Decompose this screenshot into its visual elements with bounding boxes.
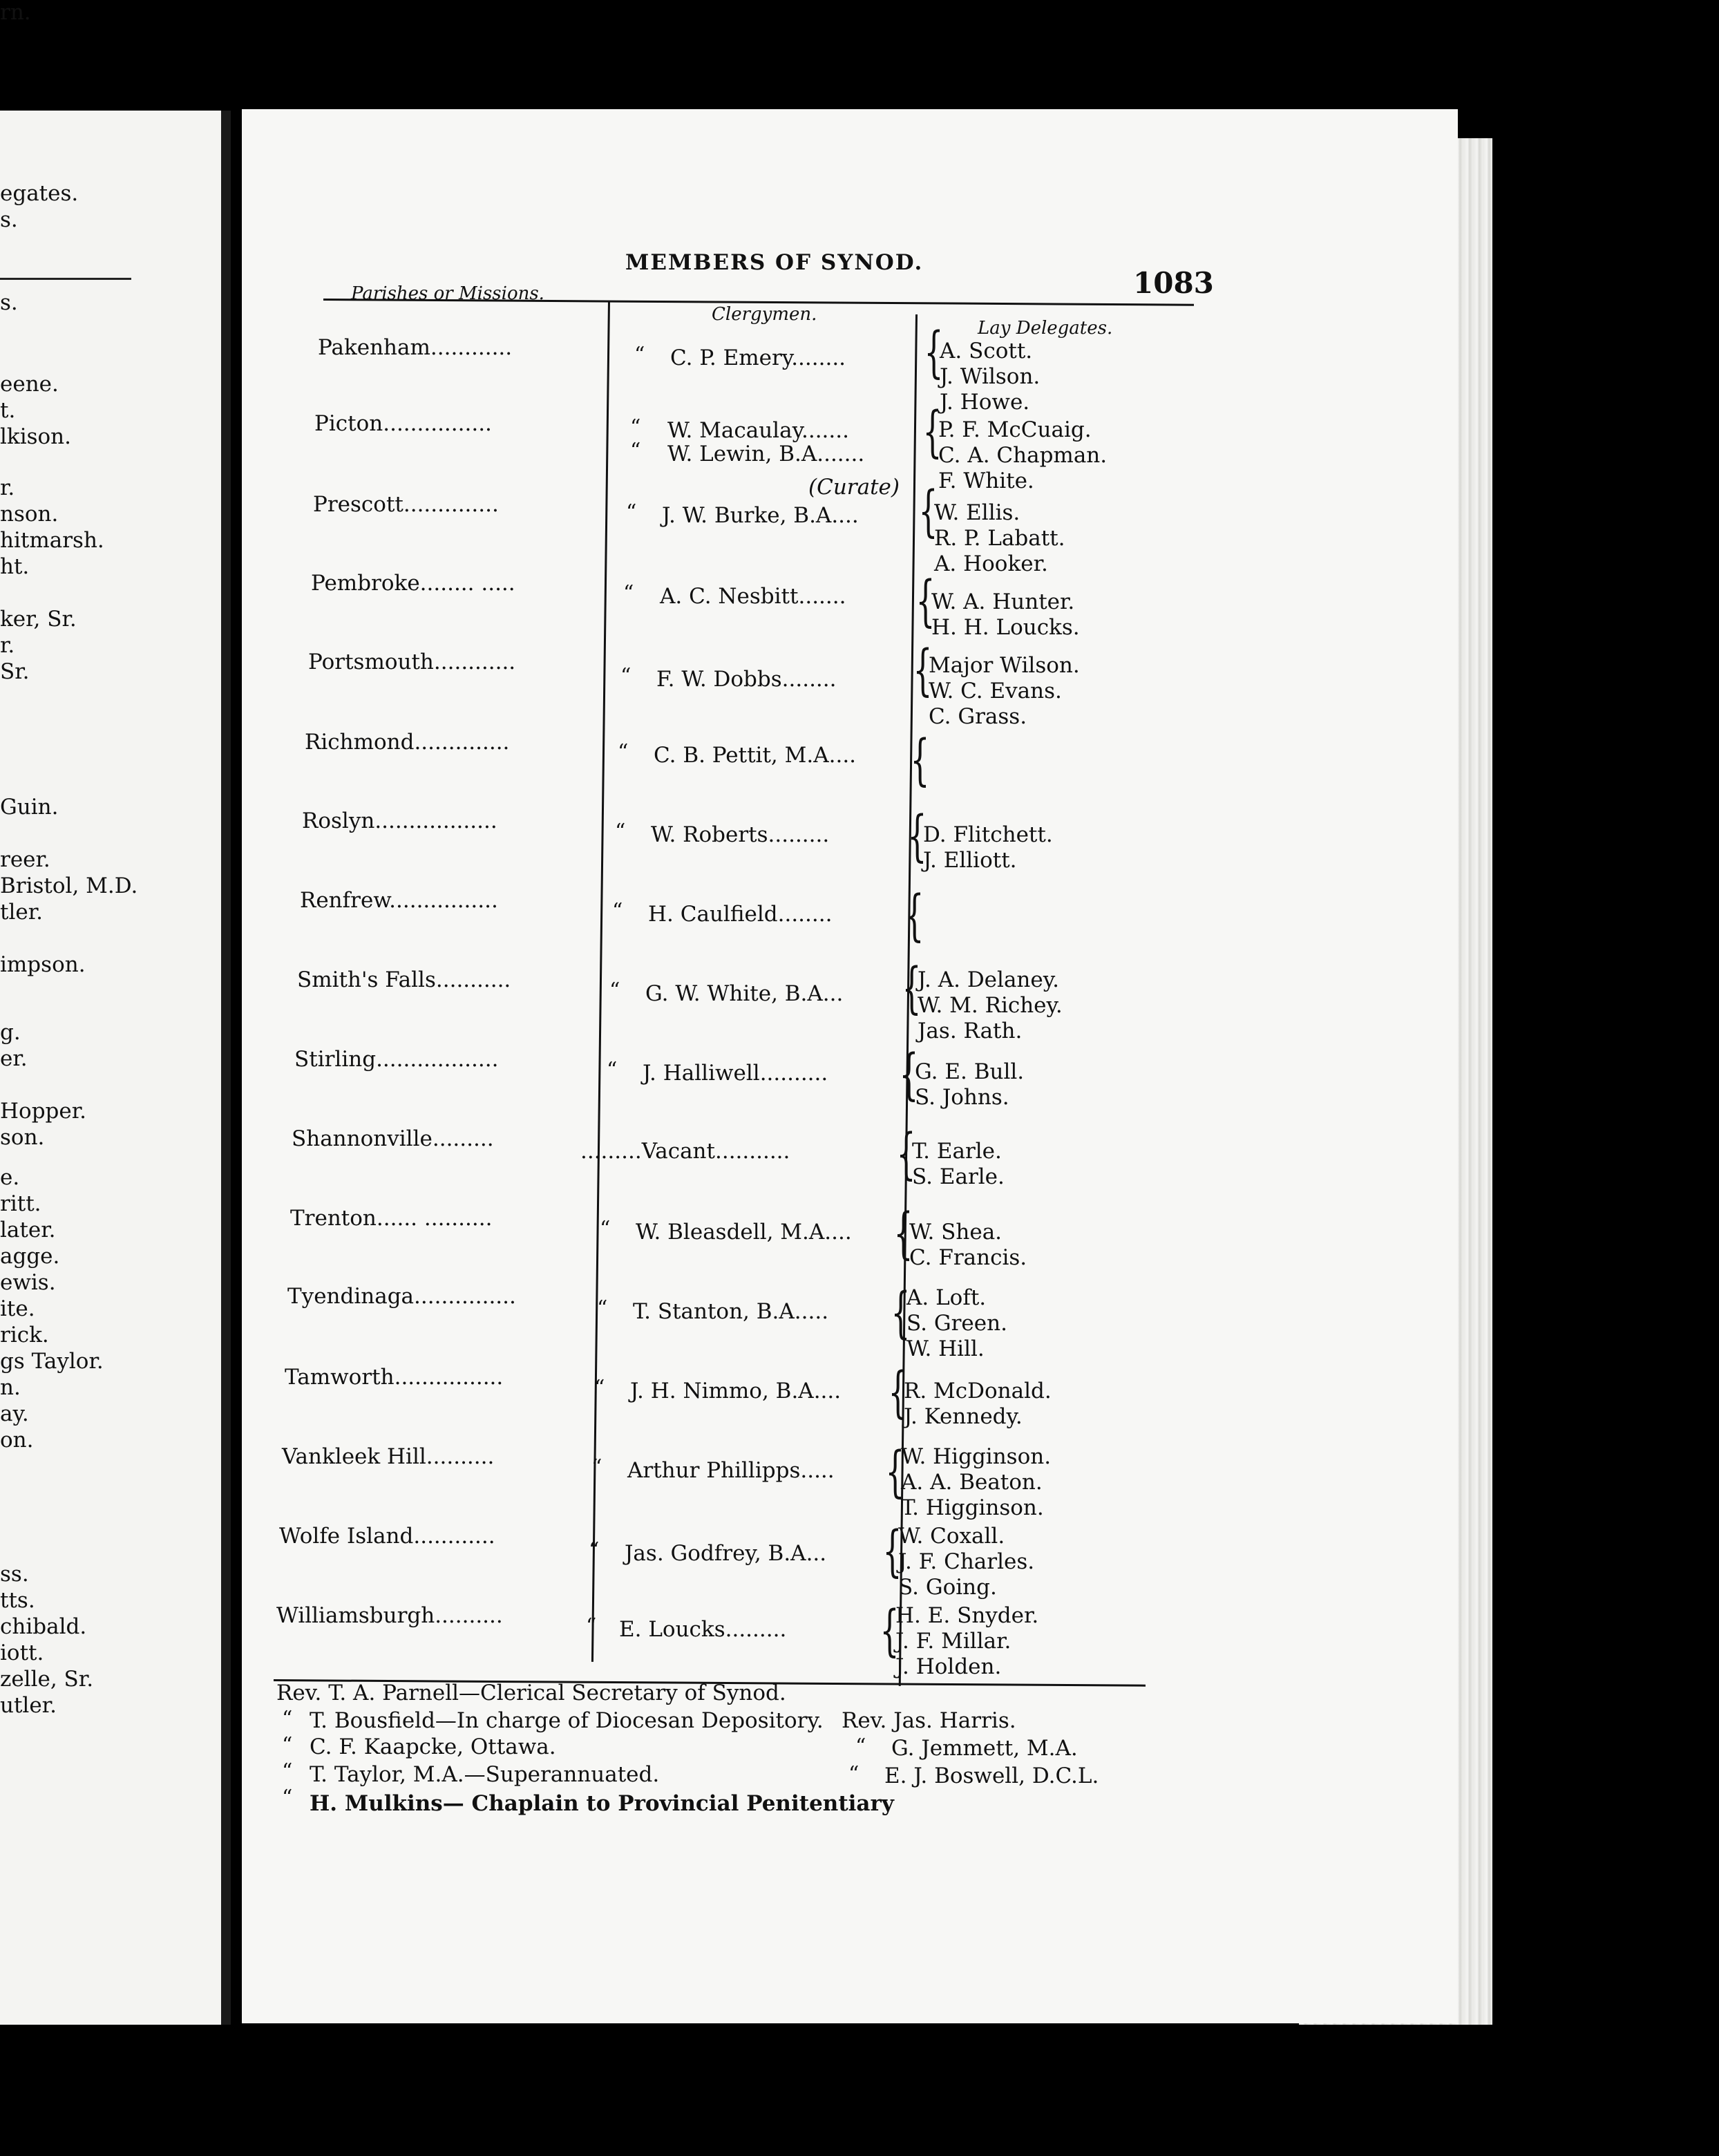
lay-delegate: J. F. Charles.: [898, 1549, 1035, 1574]
lay-delegate: S. Johns.: [915, 1085, 1009, 1110]
lay-delegate: H. H. Loucks.: [931, 615, 1080, 640]
clergy-label: T. Stanton, B.A: [633, 1299, 795, 1324]
parish-name: [300, 888, 498, 913]
lay-delegate: J. Holden.: [895, 1654, 1002, 1679]
leader-dots: .......: [798, 584, 846, 609]
leader-dots: .........: [725, 1617, 787, 1642]
ditto-mark: “: [282, 1733, 293, 1757]
left-page-fragment: eene.: [0, 372, 59, 397]
ditto-mark: “: [848, 1762, 860, 1786]
left-page-fragment: rn.: [0, 0, 31, 25]
left-page-fragment: Guin.: [0, 795, 59, 820]
lay-delegate: R. P. Labatt.: [934, 526, 1065, 551]
leader-dots: ..................: [376, 1047, 499, 1072]
lay-delegate: C. Francis.: [909, 1245, 1027, 1270]
parish-name: [308, 650, 515, 674]
leader-dots: ....: [813, 1379, 842, 1403]
ditto-mark: “: [594, 1376, 605, 1400]
clergy-label: W. Roberts: [651, 822, 768, 847]
parish-name: [276, 1603, 503, 1628]
parish-name: [318, 335, 512, 360]
lay-delegate: W. M. Richey.: [918, 993, 1063, 1018]
left-page-fragment: tts.: [0, 1588, 35, 1613]
ditto-mark: “: [282, 1759, 293, 1784]
leader-dots: ...: [806, 1541, 827, 1566]
left-page-rule: [0, 278, 131, 280]
page-number: 1083: [1133, 266, 1214, 300]
lay-delegate: W. Higginson.: [901, 1444, 1052, 1469]
clergyman: [654, 743, 856, 768]
clergyman: [667, 442, 864, 466]
leader-dots: ..............: [414, 730, 510, 755]
leader-dots: ............: [430, 335, 513, 360]
lay-delegate: W. A. Hunter.: [931, 589, 1075, 614]
lay-delegate: C. A. Chapman.: [938, 443, 1108, 468]
clergyman: [580, 1139, 790, 1164]
parish-label: Tamworth: [285, 1365, 395, 1390]
left-page-fragment: Hopper.: [0, 1099, 86, 1124]
clergy-label: E. Loucks: [619, 1617, 725, 1642]
left-page-fragment: gs Taylor.: [0, 1349, 104, 1374]
clergy-label: J. Halliwell: [643, 1061, 760, 1086]
lay-delegate: J. Kennedy.: [904, 1404, 1023, 1429]
ditto-mark: “: [609, 978, 620, 1003]
brace: {: [907, 804, 927, 868]
left-page-fragment: nson.: [0, 502, 59, 527]
clergyman: [619, 1617, 786, 1642]
lay-delegate: R. McDonald.: [904, 1379, 1052, 1403]
leader-dots: .......: [817, 442, 865, 466]
lay-delegate: W. Hill.: [906, 1336, 985, 1361]
lay-delegate: S. Going.: [898, 1575, 997, 1600]
lay-delegate: W. Shea.: [909, 1220, 1003, 1245]
ditto-mark: “: [855, 1734, 866, 1759]
ditto-mark: “: [282, 1707, 293, 1731]
leader-dots: ..........: [426, 1444, 495, 1469]
footer-line: T. Taylor, M.A.—Superannuated.: [310, 1762, 660, 1787]
parish-name: [294, 1047, 498, 1072]
leader-dots: ....: [824, 1220, 852, 1245]
parish-name: [313, 492, 499, 517]
parish-name: [314, 411, 492, 436]
left-page-fragment: s.: [0, 207, 18, 232]
brace: {: [891, 1280, 911, 1345]
clergyman: [643, 1061, 828, 1086]
clergyman: [667, 418, 849, 443]
left-page-fragment: utler.: [0, 1693, 57, 1718]
clergyman: [670, 346, 846, 370]
leader-dots: ..............: [403, 492, 499, 517]
left-page-fragment: ite.: [0, 1296, 35, 1321]
parish-name: [282, 1444, 494, 1469]
leader-dots: ....: [828, 743, 857, 768]
left-facing-page: [0, 0, 231, 2025]
brace: {: [888, 1360, 908, 1424]
leader-dots: ...: [822, 981, 844, 1006]
ditto-mark: “: [586, 1614, 597, 1638]
ditto-mark: “: [618, 740, 629, 764]
leader-dots: ........: [791, 346, 846, 370]
leader-dots: .........: [768, 822, 830, 847]
clergy-label: H. Caulfield: [648, 902, 778, 927]
column-header-lay: Lay Delegates.: [978, 318, 1113, 339]
parish-name: [311, 571, 515, 596]
left-page-fragment: rick.: [0, 1323, 49, 1348]
ditto-mark: “: [620, 664, 631, 688]
left-page-fragment: ker, Sr.: [0, 607, 77, 632]
parish-name: [305, 730, 509, 755]
footer-line: T. Bousfield—In charge of Diocesan Depository.: [310, 1708, 824, 1733]
lay-delegate: A. A. Beaton.: [901, 1470, 1043, 1495]
left-page-fragment: ht.: [0, 554, 30, 579]
parish-label: Pakenham: [318, 335, 430, 360]
leader-dots: ............: [433, 650, 516, 674]
left-page-fragment: e.: [0, 1165, 20, 1190]
lay-delegate: H. E. Snyder.: [895, 1603, 1039, 1628]
clergy-label: Arthur Phillipps: [627, 1458, 801, 1483]
ditto-mark: “: [591, 1455, 602, 1479]
left-page-fragment: g.: [0, 1020, 21, 1045]
ditto-mark: “: [630, 415, 641, 439]
lay-delegate: P. F. McCuaig.: [938, 417, 1092, 442]
lay-delegate: S. Earle.: [912, 1164, 1005, 1189]
left-page-fragment: tler.: [0, 900, 43, 925]
leader-dots: ..................: [374, 808, 497, 833]
leader-dots: ..........: [435, 1603, 503, 1628]
clergyman: [633, 1299, 828, 1324]
column-header-clergy: Clergymen.: [712, 304, 817, 325]
clergy-label: W. Bleasdell, M.A: [636, 1220, 825, 1245]
leader-dots: ........: [781, 667, 837, 692]
clergy-label: F. W. Dobbs: [656, 667, 782, 692]
lay-delegate: Jas. Rath.: [918, 1019, 1023, 1043]
lay-delegate: J. F. Millar.: [895, 1629, 1012, 1654]
leader-dots: ............: [413, 1524, 495, 1549]
clergyman: [648, 902, 832, 927]
clergy-label: J. H. Nimmo, B.A: [630, 1379, 814, 1403]
parish-label: Prescott: [313, 492, 403, 517]
parish-label: Trenton: [290, 1206, 377, 1231]
leader-dots: .......: [801, 418, 849, 443]
clergy-label: C. P. Emery: [670, 346, 792, 370]
leader-dots: ................: [394, 1365, 504, 1390]
lay-delegate: C. Grass.: [929, 704, 1027, 729]
footer-line: C. F. Kaapcke, Ottawa.: [310, 1734, 556, 1759]
lay-delegate: J. Wilson.: [940, 364, 1041, 389]
parish-label: Tyendinaga: [287, 1284, 415, 1309]
brace: {: [922, 399, 942, 464]
clergyman: [645, 981, 843, 1006]
left-page-fragment: n.: [0, 1375, 21, 1400]
clergyman: [651, 822, 829, 847]
leader-dots: ................: [383, 411, 492, 436]
leader-dots: ........: [777, 902, 833, 927]
ditto-mark: “: [623, 581, 634, 605]
column-header-parishes: Parishes or Missions.: [351, 283, 544, 304]
leader-dots: ..........: [759, 1061, 828, 1086]
left-page-fragment: hitmarsh.: [0, 528, 104, 553]
lay-delegate: J. Howe.: [940, 390, 1030, 415]
ditto-mark: “: [589, 1538, 600, 1562]
curate-note: (Curate): [808, 475, 900, 500]
leader-dots: .....: [794, 1299, 829, 1324]
clergyman: [630, 1379, 841, 1403]
left-page-fragment: r.: [0, 633, 15, 658]
left-page-fragment: iott.: [0, 1640, 44, 1665]
lay-delegate: Major Wilson.: [929, 653, 1080, 678]
lay-delegate: F. White.: [938, 469, 1034, 493]
footer-right-line: E. J. Boswell, D.C.L.: [884, 1763, 1099, 1788]
clergyman: [656, 667, 837, 692]
left-page-fragment: zelle, Sr.: [0, 1667, 94, 1692]
brace: {: [904, 883, 924, 947]
left-page-fragment: on.: [0, 1428, 34, 1453]
left-page-fragment: s.: [0, 290, 18, 315]
clergy-label: A. C. Nesbitt: [660, 584, 799, 609]
parish-label: Smith's Falls: [297, 967, 436, 992]
lay-delegate: J. A. Delaney.: [918, 967, 1059, 992]
clergy-label: W. Macaulay: [667, 418, 801, 443]
lay-delegate: S. Green.: [906, 1311, 1007, 1336]
clergyman: [662, 503, 859, 528]
footer-right-line: Rev. Jas. Harris.: [842, 1708, 1016, 1733]
parish-label: Williamsburgh: [276, 1603, 435, 1628]
parish-name: [297, 967, 511, 992]
left-page-fragment: agge.: [0, 1244, 60, 1269]
lay-delegate: G. E. Bull.: [915, 1059, 1025, 1084]
brace: {: [896, 1122, 916, 1186]
lay-delegate: T. Earle.: [912, 1139, 1002, 1164]
parish-label: Roslyn: [302, 808, 375, 833]
brace: {: [902, 956, 922, 1020]
left-page-fragment: Bristol, M.D.: [0, 873, 138, 898]
parish-label: Wolfe Island: [279, 1524, 414, 1549]
footer-line: Rev. T. A. Parnell—Clerical Secretary of Synod.: [276, 1681, 786, 1705]
lay-delegate: A. Scott.: [940, 339, 1033, 363]
left-page-fragment: ay.: [0, 1401, 29, 1426]
ditto-mark: “: [607, 1058, 618, 1082]
clergy-label: G. W. White, B.A: [645, 981, 823, 1006]
lay-delegate: A. Loft.: [906, 1285, 987, 1310]
left-page-fragment: er.: [0, 1046, 28, 1071]
left-page-fragment: t.: [0, 398, 16, 423]
parish-name: [287, 1284, 516, 1309]
brace: {: [882, 1519, 902, 1583]
ditto-mark: “: [630, 439, 641, 463]
parish-name: [279, 1524, 495, 1549]
clergyman: [625, 1541, 826, 1566]
left-page-fragment: ss.: [0, 1562, 29, 1587]
footer-line: H. Mulkins— Chaplain to Provincial Penitentiary: [310, 1791, 894, 1816]
parish-label: Picton: [314, 411, 383, 436]
clergyman: [627, 1458, 835, 1483]
clergy-label: Jas. Godfrey, B.A: [625, 1541, 806, 1566]
parish-label: Richmond: [305, 730, 415, 755]
brace: {: [893, 1201, 913, 1265]
leader-dots: ...........: [435, 967, 511, 992]
leader-dots: .........: [580, 1139, 642, 1164]
clergy-label: W. Lewin, B.A: [667, 442, 817, 466]
ditto-mark: “: [597, 1296, 608, 1321]
ditto-mark: “: [634, 343, 645, 367]
clergy-label: Vacant: [641, 1139, 715, 1164]
brace: {: [899, 1042, 919, 1106]
left-page-fragment: Sr.: [0, 659, 30, 684]
ditto-mark: “: [282, 1786, 293, 1810]
parish-label: Pembroke: [311, 571, 420, 596]
lay-delegate: A. Hooker.: [934, 551, 1048, 576]
brace: {: [910, 728, 930, 792]
lay-delegate: W. Coxall.: [898, 1524, 1005, 1549]
lay-delegate: W. Ellis.: [934, 500, 1020, 525]
ditto-mark: “: [600, 1217, 611, 1241]
leader-dots: ...........: [714, 1139, 790, 1164]
parish-label: Shannonville: [292, 1126, 433, 1151]
lay-delegate: W. C. Evans.: [929, 679, 1062, 703]
clergy-label: J. W. Burke, B.A: [662, 503, 832, 528]
clergyman: [660, 584, 846, 609]
ditto-mark: “: [612, 899, 623, 923]
left-page-fragment: lkison.: [0, 424, 72, 449]
left-page-fragment: ritt.: [0, 1191, 41, 1216]
left-page-fragment: r.: [0, 475, 15, 500]
leader-dots: ................: [389, 888, 498, 913]
brace: {: [918, 479, 938, 543]
left-page-fragment: egates.: [0, 181, 79, 206]
leader-dots: .........: [432, 1126, 494, 1151]
left-page-fragment: ewis.: [0, 1270, 56, 1295]
ditto-mark: “: [615, 820, 626, 844]
lay-delegate: J. Elliott.: [923, 848, 1017, 873]
clergyman: [636, 1220, 852, 1245]
parish-name: [292, 1126, 494, 1151]
ditto-mark: “: [626, 500, 637, 524]
left-page-fragment: reer.: [0, 847, 50, 872]
parish-label: Renfrew: [300, 888, 390, 913]
parish-name: [290, 1206, 492, 1231]
brace: {: [915, 569, 936, 633]
left-page-fragment: son.: [0, 1125, 45, 1150]
parish-label: Stirling: [294, 1047, 377, 1072]
left-page-fragment: later.: [0, 1218, 56, 1242]
leader-dots: ........ .....: [419, 571, 515, 596]
lay-delegate: D. Flitchett.: [923, 822, 1053, 847]
parish-label: Portsmouth: [308, 650, 434, 674]
left-page-fragment: chibald.: [0, 1614, 87, 1639]
leader-dots: ...... ..........: [376, 1206, 493, 1231]
brace: {: [924, 320, 944, 384]
brace: {: [913, 638, 933, 702]
footer-right-line: G. Jemmett, M.A.: [891, 1736, 1078, 1761]
running-head: MEMBERS OF SYNOD.: [625, 250, 924, 275]
leader-dots: ...............: [414, 1284, 516, 1309]
clergy-label: C. B. Pettit, M.A: [654, 743, 829, 768]
parish-label: Vankleek Hill: [282, 1444, 426, 1469]
brace: {: [880, 1598, 900, 1663]
left-page-fragment: impson.: [0, 952, 86, 977]
leader-dots: .....: [800, 1458, 835, 1483]
leader-dots: ....: [831, 503, 859, 528]
brace: {: [885, 1439, 905, 1504]
parish-name: [285, 1365, 503, 1390]
lay-delegate: T. Higginson.: [901, 1495, 1044, 1520]
parish-name: [302, 808, 497, 833]
